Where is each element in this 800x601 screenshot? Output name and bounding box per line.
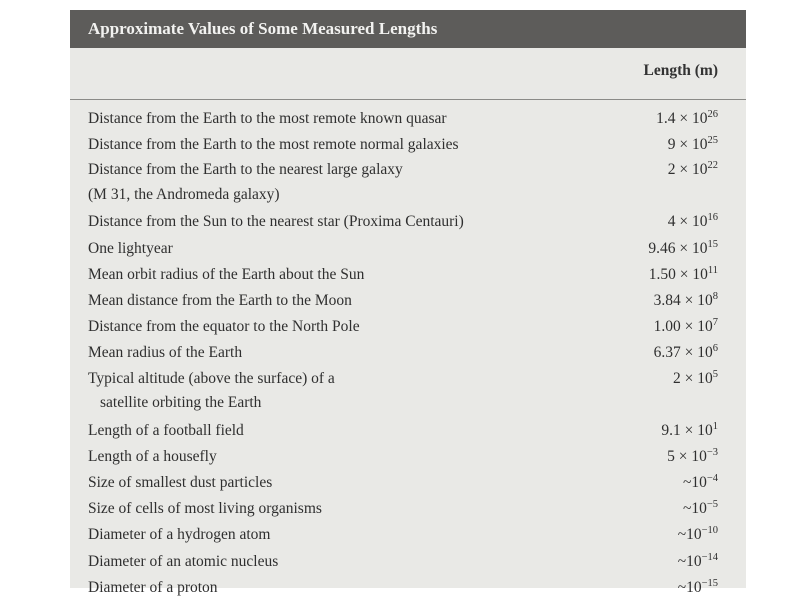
table-row	[70, 470, 746, 496]
value-mantissa: 9.46 × 10	[648, 239, 708, 257]
row-description-text: Length of a housefly	[88, 447, 217, 465]
value-exponent: 15	[707, 238, 718, 250]
row-description-text: Distance from the Earth to the nearest large galaxy	[88, 161, 403, 179]
row-length-value	[651, 418, 718, 444]
row-length-value	[668, 575, 718, 601]
value-exponent: 25	[707, 135, 718, 147]
row-description	[88, 470, 673, 496]
table-row	[70, 418, 746, 444]
row-length-value	[657, 444, 718, 470]
value-exponent: −3	[706, 446, 718, 458]
lengths-table	[70, 10, 746, 596]
row-length-value	[644, 314, 718, 340]
row-description-text: Distance from the Earth to the most remote normal galaxies	[88, 136, 459, 154]
row-description-text: Distance from the Sun to the nearest star (Proxima Centauri)	[88, 213, 464, 231]
value-mantissa: 10	[691, 474, 707, 492]
row-description-continuation: (M 31, the Andromeda galaxy)	[88, 185, 280, 203]
table-row	[70, 496, 746, 522]
row-description	[88, 132, 658, 158]
row-length-value	[638, 236, 718, 262]
table-row	[70, 314, 746, 340]
table-row	[70, 209, 746, 235]
row-description	[88, 522, 668, 548]
row-description	[88, 158, 658, 207]
row-description	[88, 288, 644, 314]
value-mantissa: 6.37 × 10	[653, 344, 713, 362]
table-row	[70, 106, 746, 132]
table-body	[70, 100, 746, 601]
row-description	[88, 236, 638, 262]
value-exponent: 5	[712, 368, 718, 380]
table-row	[70, 367, 746, 418]
value-mantissa: 1.4 × 10	[656, 110, 708, 127]
value-exponent: 1	[712, 420, 718, 432]
row-length-value	[644, 340, 718, 366]
row-length-value	[644, 288, 718, 314]
approx-symbol: ~	[682, 474, 692, 492]
value-exponent: 16	[707, 212, 718, 224]
table-row	[70, 522, 746, 548]
row-description	[88, 209, 658, 235]
row-description-text: Length of a football field	[88, 421, 244, 439]
row-description	[88, 314, 644, 340]
row-length-value	[668, 549, 718, 575]
value-exponent: 8	[712, 291, 718, 303]
row-description	[88, 418, 651, 444]
row-length-value	[668, 522, 718, 548]
row-description-text: Typical altitude (above the surface) of a	[88, 369, 335, 387]
value-mantissa: 9 × 10	[667, 136, 708, 154]
value-mantissa: 2 × 10	[667, 161, 708, 179]
value-exponent: 6	[712, 343, 718, 355]
value-exponent: −15	[701, 577, 718, 589]
row-description-text: Size of smallest dust particles	[88, 474, 273, 492]
value-mantissa: 5 × 10	[667, 447, 707, 465]
value-exponent: −4	[706, 473, 718, 485]
value-exponent: −5	[706, 499, 718, 511]
value-exponent: 22	[707, 160, 718, 172]
table-row	[70, 575, 746, 601]
row-length-value	[658, 158, 718, 183]
row-description-text: One lightyear	[88, 239, 173, 257]
row-description	[88, 444, 657, 470]
row-length-value	[673, 496, 718, 522]
row-description-text: Size of cells of most living organisms	[88, 500, 322, 518]
value-exponent: 26	[707, 109, 718, 120]
row-description-text: Distance from the equator to the North Pole	[88, 318, 360, 336]
table-header-row	[70, 48, 746, 100]
table-row	[70, 158, 746, 209]
row-description-text: Diameter of an atomic nucleus	[88, 552, 279, 570]
table-title-bar	[70, 10, 746, 48]
row-description-continuation: satellite orbiting the Earth	[100, 394, 262, 412]
table-row	[70, 236, 746, 262]
row-description	[88, 575, 668, 601]
row-description-text: Mean distance from the Earth to the Moon	[88, 292, 352, 310]
row-length-value	[658, 132, 718, 158]
approx-symbol: ~	[682, 500, 692, 518]
row-length-value	[639, 262, 718, 288]
value-exponent: −14	[701, 551, 718, 563]
value-exponent: 11	[707, 264, 718, 276]
table-row	[70, 340, 746, 366]
length-column-header: Length (m)	[643, 62, 718, 79]
value-mantissa: 10	[686, 552, 702, 570]
table-title: Approximate Values of Some Measured Lengths	[88, 19, 438, 38]
row-description	[88, 340, 644, 366]
value-mantissa: 1.00 × 10	[653, 318, 713, 336]
table-row	[70, 549, 746, 575]
table-row	[70, 444, 746, 470]
value-exponent: 7	[712, 317, 718, 329]
row-length-value	[658, 209, 718, 235]
value-mantissa: 10	[686, 578, 702, 596]
row-description	[88, 549, 668, 575]
row-length-value	[646, 106, 718, 132]
value-mantissa: 1.50 × 10	[648, 265, 708, 283]
row-description	[88, 367, 663, 416]
value-mantissa: 10	[686, 526, 702, 544]
value-mantissa: 2 × 10	[673, 369, 713, 387]
row-description-text: Distance from the Earth to the most remote known quasar	[88, 110, 447, 127]
row-description	[88, 496, 673, 522]
header-divider	[70, 99, 746, 100]
row-length-value	[663, 367, 718, 392]
row-description	[88, 262, 639, 288]
row-description-text: Mean orbit radius of the Earth about the Sun	[88, 265, 365, 283]
row-description-text: Mean radius of the Earth	[88, 344, 243, 362]
row-description-text: Diameter of a proton	[88, 578, 218, 596]
table-row	[70, 288, 746, 314]
value-mantissa: 3.84 × 10	[653, 292, 713, 310]
value-exponent: −10	[701, 525, 718, 537]
value-mantissa: 4 × 10	[667, 213, 708, 231]
table-row	[70, 132, 746, 158]
row-length-value	[673, 470, 718, 496]
approx-symbol: ~	[677, 552, 687, 570]
value-mantissa: 9.1 × 10	[661, 421, 713, 439]
row-description	[88, 106, 646, 132]
approx-symbol: ~	[677, 578, 687, 596]
table-row	[70, 262, 746, 288]
row-description-text: Diameter of a hydrogen atom	[88, 526, 271, 544]
value-mantissa: 10	[691, 500, 707, 518]
approx-symbol: ~	[677, 526, 687, 544]
